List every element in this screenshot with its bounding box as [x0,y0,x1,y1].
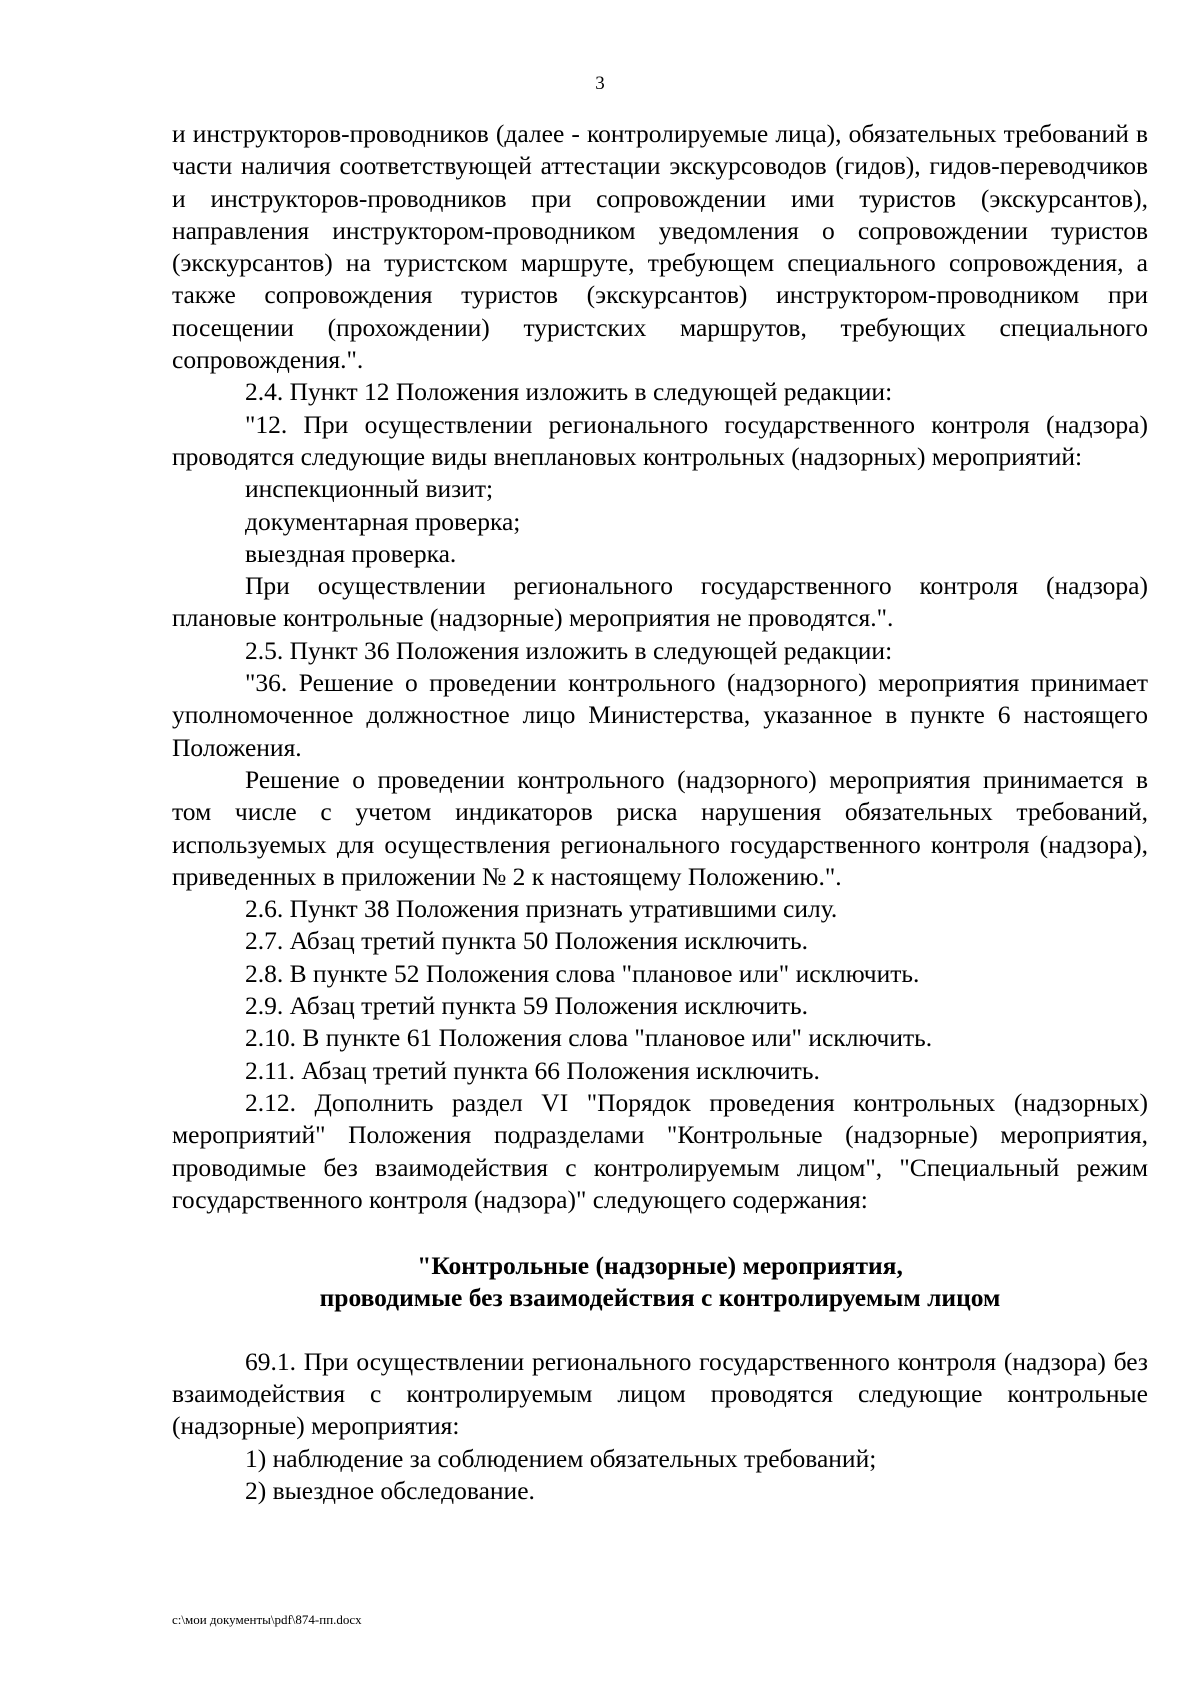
footer-file-path: c:\мои документы\pdf\874-пп.docx [172,1612,362,1627]
paragraph-2-9: 2.9. Абзац третий пункта 59 Положения исключить. [245,991,809,1021]
section-heading-line-2: проводимые без взаимодействия с контролируемым лицом [319,1283,1001,1313]
paragraph-2-5: 2.5. Пункт 36 Положения изложить в следующей редакции: [245,635,893,665]
list-item-field-survey: 2) выездное обследование. [245,1475,535,1505]
paragraph-risk-indicators: Решение о проведении контрольного (надзорного) мероприятия принимается в том числе с учетом индикаторов риска нарушения обязательных требований, используемых для осуществления регионального государственного контроля (надзора), приведенных в приложении № 2 к настоящему Положению.". [172,764,1148,891]
paragraph-69-1: 69.1. При осуществлении регионального государственного контроля (надзора) без взаимодействия с контролируемым лицом проводятся следующие контрольные (надзорные) мероприятия: [172,1346,1148,1441]
page-number: 3 [595,73,605,94]
paragraph-2-6: 2.6. Пункт 38 Положения признать утратившими силу. [245,894,838,924]
section-heading [172,1250,1148,1315]
list-item-documentary-check: документарная проверка; [245,506,521,536]
paragraph-point-12: "12. При осуществлении регионального государственного контроля (надзора) проводятся следующие виды внеплановых контрольных (надзорных) мероприятий: [172,409,1148,471]
paragraph-2-7: 2.7. Абзац третий пункта 50 Положения исключить. [245,926,809,956]
paragraph-2-11: 2.11. Абзац третий пункта 66 Положения исключить. [245,1055,820,1085]
list-item-observation: 1) наблюдение за соблюдением обязательных требований; [245,1443,877,1473]
section-heading-line-1: "Контрольные (надзорные) мероприятия, [417,1251,903,1281]
paragraph-planned-not-held: При осуществлении регионального государственного контроля (надзора) плановые контрольные (надзорные) мероприятия не проводятся.". [172,571,1148,633]
list-item-field-check: выездная проверка. [245,538,457,568]
paragraph-2-8: 2.8. В пункте 52 Положения слова "плановое или" исключить. [245,958,920,988]
paragraph-2-4: 2.4. Пункт 12 Положения изложить в следующей редакции: [245,377,893,407]
paragraph-2-12: 2.12. Дополнить раздел VI "Порядок проведения контрольных (надзорных) мероприятий" Положения подразделами "Контрольные (надзорные) мероприятия, проводимые без взаимодействия с контролируемым лицом", "Специальный режим государственного контроля (надзора)" следующего содержания: [172,1087,1148,1214]
paragraph-2-10: 2.10. В пункте 61 Положения слова "плановое или" исключить. [245,1023,933,1053]
document-body [172,118,1148,1507]
paragraph-continuation: и инструкторов-проводников (далее - контролируемые лица), обязательных требований в части наличия соответствующей аттестации экскурсоводов (гидов), гидов-переводчиков и инструкторов-проводников при сопровождении ими туристов (экскурсантов), направления инструктором-проводником уведомления о сопровождении туристов (экскурсантов) на туристском маршруте, требующем специального сопровождения, а также сопровождения туристов (экскурсантов) инструктором-проводником при посещении (прохождении) туристских маршрутов, требующих специального сопровождения.". [172,119,1148,375]
list-item-inspection-visit: инспекционный визит; [245,474,494,504]
paragraph-point-36: "36. Решение о проведении контрольного (надзорного) мероприятия принимает уполномоченное должностное лицо Министерства, указанное в пункте 6 настоящего Положения. [172,668,1148,762]
